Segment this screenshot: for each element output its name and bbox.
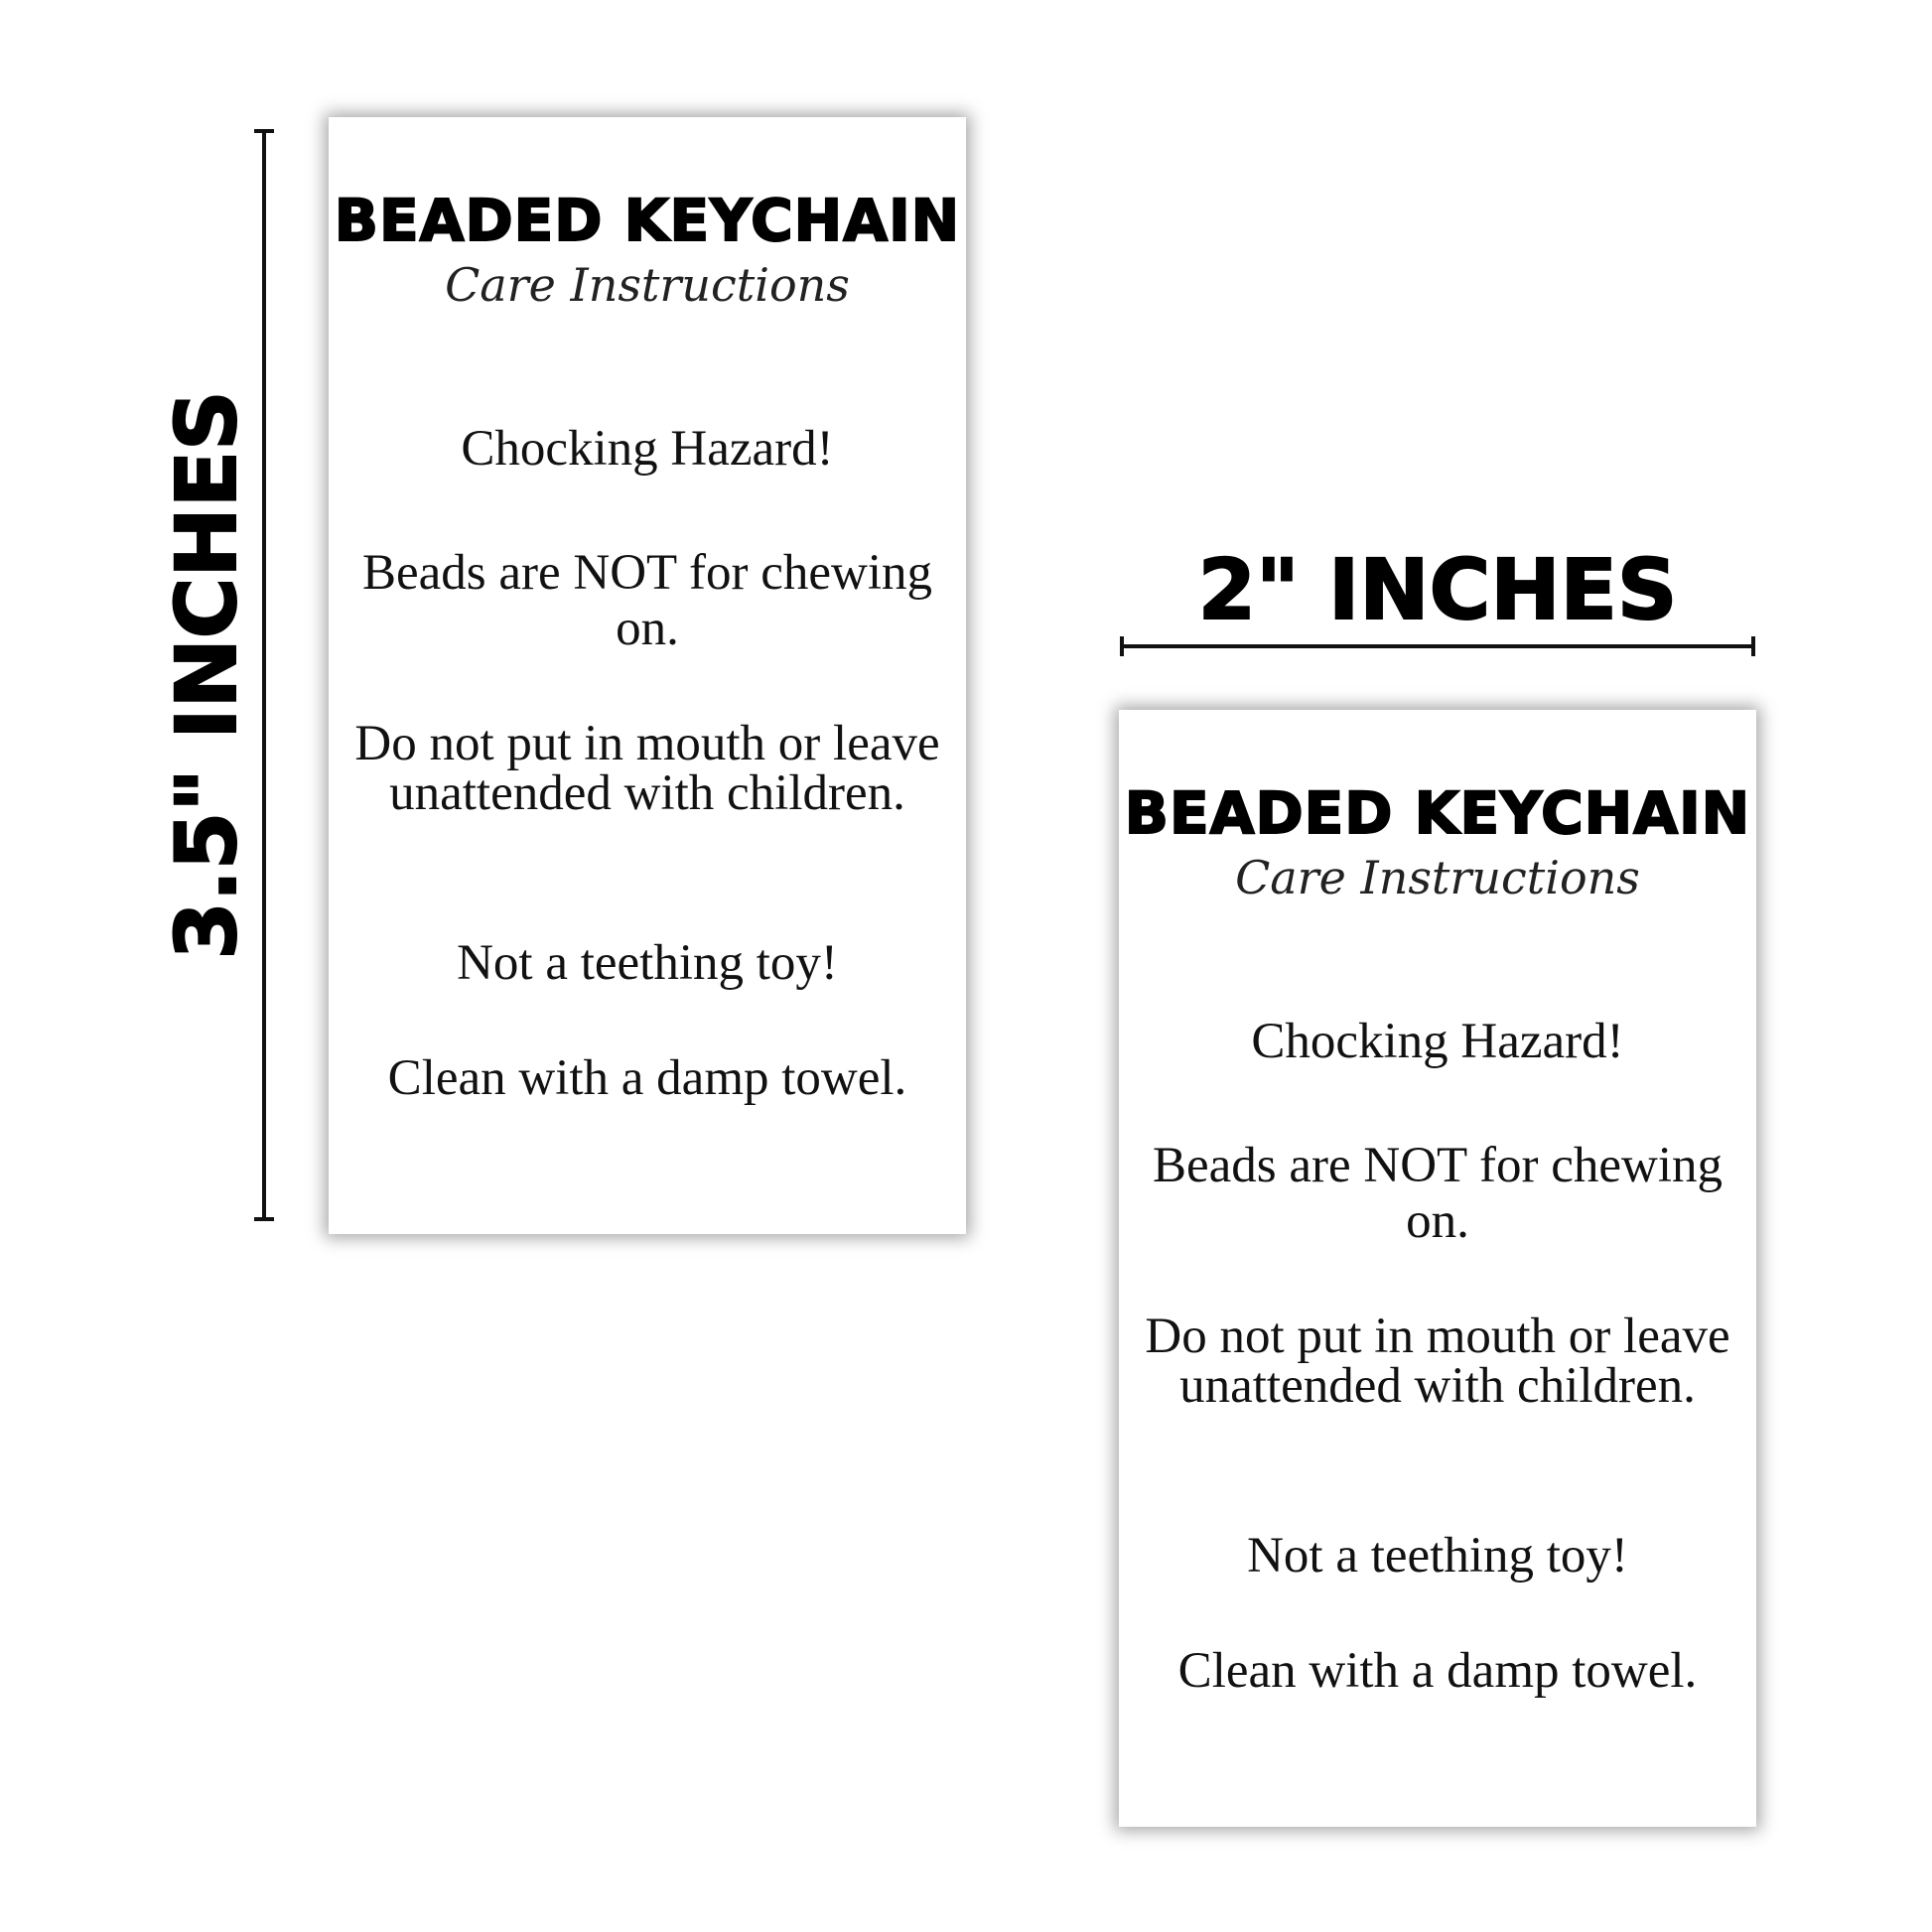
width-dimension-cap-right <box>1751 636 1755 656</box>
card-subtitle: Care Instructions <box>1235 851 1640 904</box>
instruction-line: Clean with a damp towel. <box>1177 1643 1698 1699</box>
instruction-line: Beads are NOT for chewing on. <box>1152 1138 1724 1249</box>
card-subtitle: Care Instructions <box>445 258 850 312</box>
height-dimension-cap-bottom <box>254 1217 274 1221</box>
card-title: BEADED KEYCHAIN <box>1124 779 1751 847</box>
height-dimension-cap-top <box>254 129 274 133</box>
instruction-line: Clean with a damp towel. <box>387 1050 907 1106</box>
height-dimension-label: 3.5" INCHES <box>158 390 255 960</box>
instruction-line: Chocking Hazard! <box>1251 1014 1624 1069</box>
width-dimension-cap-left <box>1120 636 1124 656</box>
care-card <box>1119 710 1756 1827</box>
height-dimension-line <box>262 129 266 1221</box>
instruction-line: Do not put in mouth or leave unattended with children. <box>354 716 940 821</box>
instruction-line: Beads are NOT for chewing on. <box>361 545 933 656</box>
width-dimension-label: 2" INCHES <box>1197 541 1678 638</box>
care-card <box>329 117 966 1234</box>
instruction-line: Not a teething toy! <box>457 935 838 991</box>
card-title: BEADED KEYCHAIN <box>334 187 961 254</box>
instruction-line: Not a teething toy! <box>1247 1528 1628 1584</box>
instruction-line: Chocking Hazard! <box>461 421 834 477</box>
instruction-line: Do not put in mouth or leave unattended with children. <box>1145 1309 1730 1414</box>
width-dimension-line <box>1122 644 1753 648</box>
